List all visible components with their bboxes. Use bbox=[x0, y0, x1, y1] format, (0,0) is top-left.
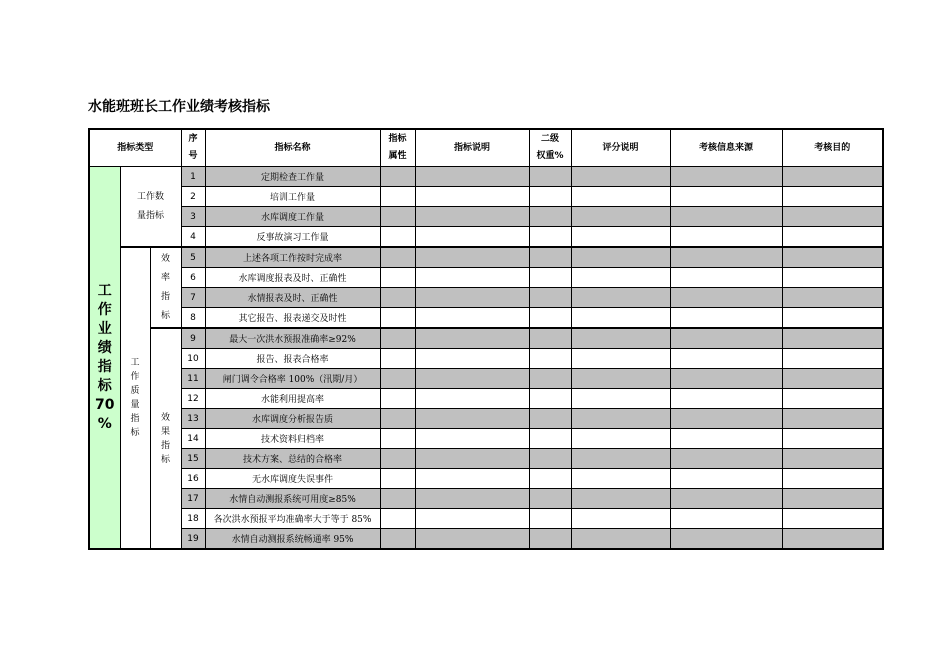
row-indicator-name: 技术方案、总结的合格率 bbox=[205, 449, 380, 469]
row-number: 5 bbox=[181, 247, 205, 268]
header-desc: 指标说明 bbox=[415, 129, 529, 167]
row-purpose-cell bbox=[782, 449, 883, 469]
header-purpose: 考核目的 bbox=[782, 129, 883, 167]
header-weight: 二级 权重% bbox=[529, 129, 571, 167]
row-number: 15 bbox=[181, 449, 205, 469]
row-weight-cell bbox=[529, 247, 571, 268]
row-scoring-cell bbox=[571, 207, 670, 227]
table-row bbox=[89, 227, 883, 248]
table-row bbox=[89, 288, 883, 308]
row-attr-cell bbox=[380, 247, 415, 268]
row-indicator-name: 闸门调令合格率 100%（汛期/月） bbox=[205, 369, 380, 389]
row-scoring-cell bbox=[571, 449, 670, 469]
row-attr-cell bbox=[380, 227, 415, 248]
row-indicator-name: 水情报表及时、正确性 bbox=[205, 288, 380, 308]
row-desc-cell bbox=[415, 469, 529, 489]
row-indicator-name: 无水库调度失误事件 bbox=[205, 469, 380, 489]
row-attr-cell bbox=[380, 308, 415, 329]
row-attr-cell bbox=[380, 349, 415, 369]
row-source-cell bbox=[670, 429, 782, 449]
table-row bbox=[89, 449, 883, 469]
row-desc-cell bbox=[415, 369, 529, 389]
row-attr-cell bbox=[380, 429, 415, 449]
row-desc-cell bbox=[415, 328, 529, 349]
row-purpose-cell bbox=[782, 389, 883, 409]
row-number: 11 bbox=[181, 369, 205, 389]
row-number: 10 bbox=[181, 349, 205, 369]
row-number: 4 bbox=[181, 227, 205, 248]
row-purpose-cell bbox=[782, 328, 883, 349]
table-row bbox=[89, 349, 883, 369]
row-attr-cell bbox=[380, 369, 415, 389]
row-indicator-name: 报告、报表合格率 bbox=[205, 349, 380, 369]
row-number: 8 bbox=[181, 308, 205, 329]
row-number: 19 bbox=[181, 529, 205, 550]
table-row bbox=[89, 167, 883, 187]
row-purpose-cell bbox=[782, 268, 883, 288]
row-desc-cell bbox=[415, 308, 529, 329]
row-desc-cell bbox=[415, 349, 529, 369]
row-number: 13 bbox=[181, 409, 205, 429]
row-purpose-cell bbox=[782, 489, 883, 509]
table-row bbox=[89, 207, 883, 227]
row-source-cell bbox=[670, 187, 782, 207]
row-scoring-cell bbox=[571, 389, 670, 409]
row-indicator-name: 最大一次洪水预报准确率≥92% bbox=[205, 328, 380, 349]
row-scoring-cell bbox=[571, 469, 670, 489]
row-indicator-name: 定期检查工作量 bbox=[205, 167, 380, 187]
row-scoring-cell bbox=[571, 409, 670, 429]
row-weight-cell bbox=[529, 167, 571, 187]
row-indicator-name: 其它报告、报表递交及时性 bbox=[205, 308, 380, 329]
row-purpose-cell bbox=[782, 227, 883, 248]
row-source-cell bbox=[670, 489, 782, 509]
category-effect-cell: 效 果 指 标 bbox=[150, 328, 181, 549]
row-source-cell bbox=[670, 268, 782, 288]
row-desc-cell bbox=[415, 389, 529, 409]
row-purpose-cell bbox=[782, 247, 883, 268]
row-purpose-cell bbox=[782, 529, 883, 550]
row-number: 3 bbox=[181, 207, 205, 227]
row-indicator-name: 技术资料归档率 bbox=[205, 429, 380, 449]
row-number: 9 bbox=[181, 328, 205, 349]
category-main-cell: 工 作 业 绩 指 标 70 % bbox=[89, 167, 120, 550]
category-efficiency-cell: 效 率 指 标 bbox=[150, 247, 181, 328]
table-row bbox=[89, 247, 883, 268]
table-row bbox=[89, 268, 883, 288]
header-attr: 指标 属性 bbox=[380, 129, 415, 167]
row-attr-cell bbox=[380, 187, 415, 207]
row-weight-cell bbox=[529, 308, 571, 329]
row-attr-cell bbox=[380, 529, 415, 550]
row-desc-cell bbox=[415, 409, 529, 429]
row-attr-cell bbox=[380, 167, 415, 187]
header-source: 考核信息来源 bbox=[670, 129, 782, 167]
row-attr-cell bbox=[380, 489, 415, 509]
row-weight-cell bbox=[529, 187, 571, 207]
row-number: 6 bbox=[181, 268, 205, 288]
header-seq: 序 号 bbox=[181, 129, 205, 167]
row-indicator-name: 水能利用提高率 bbox=[205, 389, 380, 409]
row-desc-cell bbox=[415, 268, 529, 288]
row-scoring-cell bbox=[571, 227, 670, 248]
row-scoring-cell bbox=[571, 308, 670, 329]
header-type: 指标类型 bbox=[89, 129, 181, 167]
row-indicator-name: 培训工作量 bbox=[205, 187, 380, 207]
row-number: 12 bbox=[181, 389, 205, 409]
row-indicator-name: 反事故演习工作量 bbox=[205, 227, 380, 248]
row-source-cell bbox=[670, 288, 782, 308]
row-indicator-name: 水库调度工作量 bbox=[205, 207, 380, 227]
table-row bbox=[89, 469, 883, 489]
row-indicator-name: 水情自动测报系统可用度≥85% bbox=[205, 489, 380, 509]
row-scoring-cell bbox=[571, 288, 670, 308]
row-weight-cell bbox=[529, 389, 571, 409]
row-desc-cell bbox=[415, 247, 529, 268]
row-scoring-cell bbox=[571, 529, 670, 550]
row-purpose-cell bbox=[782, 369, 883, 389]
row-number: 14 bbox=[181, 429, 205, 449]
row-purpose-cell bbox=[782, 469, 883, 489]
row-desc-cell bbox=[415, 187, 529, 207]
row-source-cell bbox=[670, 328, 782, 349]
row-scoring-cell bbox=[571, 429, 670, 449]
row-weight-cell bbox=[529, 449, 571, 469]
row-desc-cell bbox=[415, 489, 529, 509]
row-weight-cell bbox=[529, 227, 571, 248]
row-purpose-cell bbox=[782, 308, 883, 329]
row-attr-cell bbox=[380, 409, 415, 429]
row-purpose-cell bbox=[782, 288, 883, 308]
row-source-cell bbox=[670, 247, 782, 268]
row-weight-cell bbox=[529, 207, 571, 227]
row-desc-cell bbox=[415, 167, 529, 187]
table-row bbox=[89, 389, 883, 409]
category-quality-cell: 工 作 质 量 指 标 bbox=[120, 247, 150, 549]
row-purpose-cell bbox=[782, 167, 883, 187]
row-number: 16 bbox=[181, 469, 205, 489]
row-weight-cell bbox=[529, 409, 571, 429]
row-source-cell bbox=[670, 449, 782, 469]
row-weight-cell bbox=[529, 288, 571, 308]
header-scoring: 评分说明 bbox=[571, 129, 670, 167]
row-number: 1 bbox=[181, 167, 205, 187]
row-attr-cell bbox=[380, 288, 415, 308]
row-attr-cell bbox=[380, 469, 415, 489]
row-desc-cell bbox=[415, 509, 529, 529]
row-purpose-cell bbox=[782, 349, 883, 369]
row-weight-cell bbox=[529, 268, 571, 288]
row-scoring-cell bbox=[571, 187, 670, 207]
row-weight-cell bbox=[529, 489, 571, 509]
row-scoring-cell bbox=[571, 349, 670, 369]
row-weight-cell bbox=[529, 349, 571, 369]
row-weight-cell bbox=[529, 469, 571, 489]
row-scoring-cell bbox=[571, 167, 670, 187]
row-attr-cell bbox=[380, 328, 415, 349]
table-row bbox=[89, 369, 883, 389]
row-indicator-name: 水情自动测报系统畅通率 95% bbox=[205, 529, 380, 550]
row-source-cell bbox=[670, 469, 782, 489]
row-number: 18 bbox=[181, 509, 205, 529]
row-indicator-name: 水库调度报表及时、正确性 bbox=[205, 268, 380, 288]
row-source-cell bbox=[670, 529, 782, 550]
document-title: 水能班班长工作业绩考核指标 bbox=[88, 99, 270, 115]
row-indicator-name: 水库调度分析报告质 bbox=[205, 409, 380, 429]
row-weight-cell bbox=[529, 369, 571, 389]
row-source-cell bbox=[670, 207, 782, 227]
table-row bbox=[89, 429, 883, 449]
row-source-cell bbox=[670, 389, 782, 409]
row-desc-cell bbox=[415, 449, 529, 469]
row-number: 17 bbox=[181, 489, 205, 509]
row-number: 2 bbox=[181, 187, 205, 207]
row-scoring-cell bbox=[571, 268, 670, 288]
row-weight-cell bbox=[529, 429, 571, 449]
row-scoring-cell bbox=[571, 369, 670, 389]
row-indicator-name: 上述各项工作按时完成率 bbox=[205, 247, 380, 268]
table-row bbox=[89, 409, 883, 429]
row-attr-cell bbox=[380, 449, 415, 469]
category-workload-cell: 工作数 量指标 bbox=[120, 167, 181, 248]
row-desc-cell bbox=[415, 207, 529, 227]
row-source-cell bbox=[670, 308, 782, 329]
row-scoring-cell bbox=[571, 509, 670, 529]
row-attr-cell bbox=[380, 207, 415, 227]
row-source-cell bbox=[670, 227, 782, 248]
row-scoring-cell bbox=[571, 489, 670, 509]
table-row bbox=[89, 308, 883, 329]
row-scoring-cell bbox=[571, 247, 670, 268]
table-row bbox=[89, 187, 883, 207]
row-purpose-cell bbox=[782, 409, 883, 429]
table-row bbox=[89, 489, 883, 509]
row-weight-cell bbox=[529, 328, 571, 349]
kpi-table bbox=[88, 128, 884, 550]
row-source-cell bbox=[670, 509, 782, 529]
table-row bbox=[89, 328, 883, 349]
row-attr-cell bbox=[380, 389, 415, 409]
header-name: 指标名称 bbox=[205, 129, 380, 167]
row-attr-cell bbox=[380, 268, 415, 288]
table-row bbox=[89, 509, 883, 529]
row-desc-cell bbox=[415, 429, 529, 449]
row-purpose-cell bbox=[782, 207, 883, 227]
header-row bbox=[89, 129, 883, 167]
table-row bbox=[89, 529, 883, 550]
row-weight-cell bbox=[529, 509, 571, 529]
row-source-cell bbox=[670, 369, 782, 389]
row-desc-cell bbox=[415, 529, 529, 550]
row-indicator-name: 各次洪水预报平均准确率大于等于 85% bbox=[205, 509, 380, 529]
row-source-cell bbox=[670, 349, 782, 369]
row-number: 7 bbox=[181, 288, 205, 308]
row-desc-cell bbox=[415, 227, 529, 248]
row-desc-cell bbox=[415, 288, 529, 308]
row-scoring-cell bbox=[571, 328, 670, 349]
row-purpose-cell bbox=[782, 187, 883, 207]
row-weight-cell bbox=[529, 529, 571, 550]
row-purpose-cell bbox=[782, 429, 883, 449]
row-source-cell bbox=[670, 409, 782, 429]
row-attr-cell bbox=[380, 509, 415, 529]
row-purpose-cell bbox=[782, 509, 883, 529]
row-source-cell bbox=[670, 167, 782, 187]
